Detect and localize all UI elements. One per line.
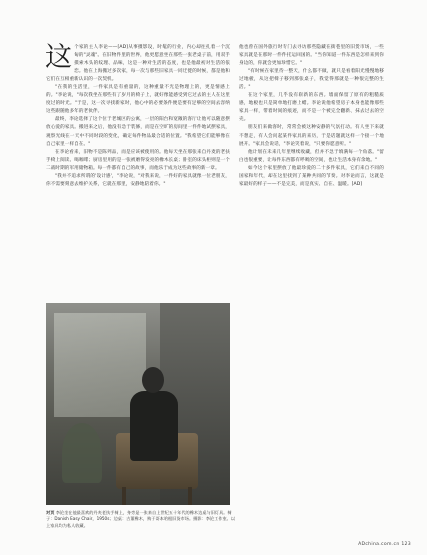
caption-text: 李论坐在他最喜欢的丹麦老扶手椅上，身旁是一张来自上世纪五十年代的橡木边桌与旧灯具。椅子：Danish Easy Chair，1950s；边桌：古董橡木，购于哥本哈根旧货市场。摄影：李论工作室。以上家具均为私人收藏。 bbox=[46, 510, 236, 528]
paragraph: 在李论看来，旧物不是陈列品，而是应该被使用的。他每天坐在那张来自丹麦的老扶手椅上阅读、喝咖啡；厨房里用的是一张被磨得发亮的橡木长桌；卧室的床头柜则是一个二战时期的军用储物箱。每一件都有自己的故事，而他乐于成为这些故事的新一章。 bbox=[46, 149, 230, 171]
paragraph: 如今这个家里摆放了他最珍爱的二十多件家具，它们来自不同的国家和年代，却在这里找到了某种共同的节奏。对李论而言，这就是家最好的样子——不是完美，而是真实、自在、温暖。[AD] bbox=[239, 165, 384, 187]
paragraph: 最终，李论选择了这个位于老城区的公寓，一层的阳台和宽敞的客厅让他可以随意摆放心爱的家具。搬进来之后，他没有急于装修，而是在空旷的房间里一件件地试摆家具，观察光线在一天中不同时段的变化，确定每件物品最合适的位置。"我希望它们能够像在自己家里一样自在。" bbox=[46, 117, 230, 147]
paragraph: 他也曾在国外旅行时专门去寻访那些隐藏在街巷里的旧货市场，一些家具就是在那时一件件托运回国的。"当你知道一件东西是怎样来到你身边的，你就会更加珍惜它。" bbox=[239, 45, 384, 67]
paragraph: 他计划在未来几年里继续收藏，但并不急于填满每一个角落。"留白也很重要，让每件东西都有呼吸的空间，也让生活本身有余地。" bbox=[239, 149, 384, 163]
paragraph: 个家的主人李论——[AD]从事摄影设，时髦的行业，内心却往扎着一个沉甸的"灵魂"。在旧物件里的世界，他更愿意坐在那些一张老桌子前，用双手摸索木头的纹理、品味，这是一种对生活的态度，也是他最初对生活的依恋。他在上海搬过多次家，每一次与那些旧家具一同迁徙的时候，都是他和它们在互相重新认识的一次契机。 bbox=[46, 45, 230, 83]
photo-person-body bbox=[130, 391, 178, 461]
page-footer: ADchina.com.cn 123 bbox=[358, 542, 411, 547]
photo-plant bbox=[62, 423, 102, 483]
drop-cap: 这 bbox=[45, 42, 73, 73]
photo-chair-leg bbox=[122, 487, 126, 505]
paragraph: 在这个家里，几乎没有崭新的东西。墙面保留了原有的粗糙质感，地板也只是简单地打磨上蜡。李论说他希望房子本身也能像那些家具一样，带着时间的痕迹，而不是一个被完全翻新、抹去过去的空壳。 bbox=[239, 93, 384, 123]
paragraph: "在我的生活里，一件家具是有重量的，这种重量不光是物理上的，更是情感上的。"李论说，"每次我坐在那些有了岁月的椅子上，就好像能感受到它过去的主人在这里度过的时光。"于是，这一次寻找新家时，他心中的必要条件便是要有足够的空间去容纳这些跟随他多年的老伙伴。 bbox=[46, 85, 230, 115]
portrait-photo bbox=[46, 303, 230, 505]
caption-lead: 对页 bbox=[46, 510, 55, 515]
paragraph: "我并不追求所谓的'设计感'，"李论说，"对我来说，一件好的家具就像一位老朋友，你不需要刻意去维护关系，它就在那里，安静地陪着你。" bbox=[46, 173, 230, 187]
photo-chair-leg bbox=[188, 487, 192, 505]
paragraph: "有时候在家里待一整天，什么都不做，就只是看着阳光慢慢地移过地板，从这把椅子移到那张桌子，我觉得那就是一种很完整的生活。" bbox=[239, 69, 384, 91]
article-left-column bbox=[46, 44, 230, 189]
paragraph: 朋友们来做客时，常常会被这种安静的气氛打动。有人坐下来就不想走，有人会问起某件家具的来历，于是话题就这样一个接一个地展开。"家具会说话，"李论笑着说，"只要你愿意听。" bbox=[239, 125, 384, 147]
photo-caption bbox=[46, 510, 236, 529]
photo-person-head bbox=[142, 367, 164, 393]
article-right-column bbox=[239, 44, 384, 189]
